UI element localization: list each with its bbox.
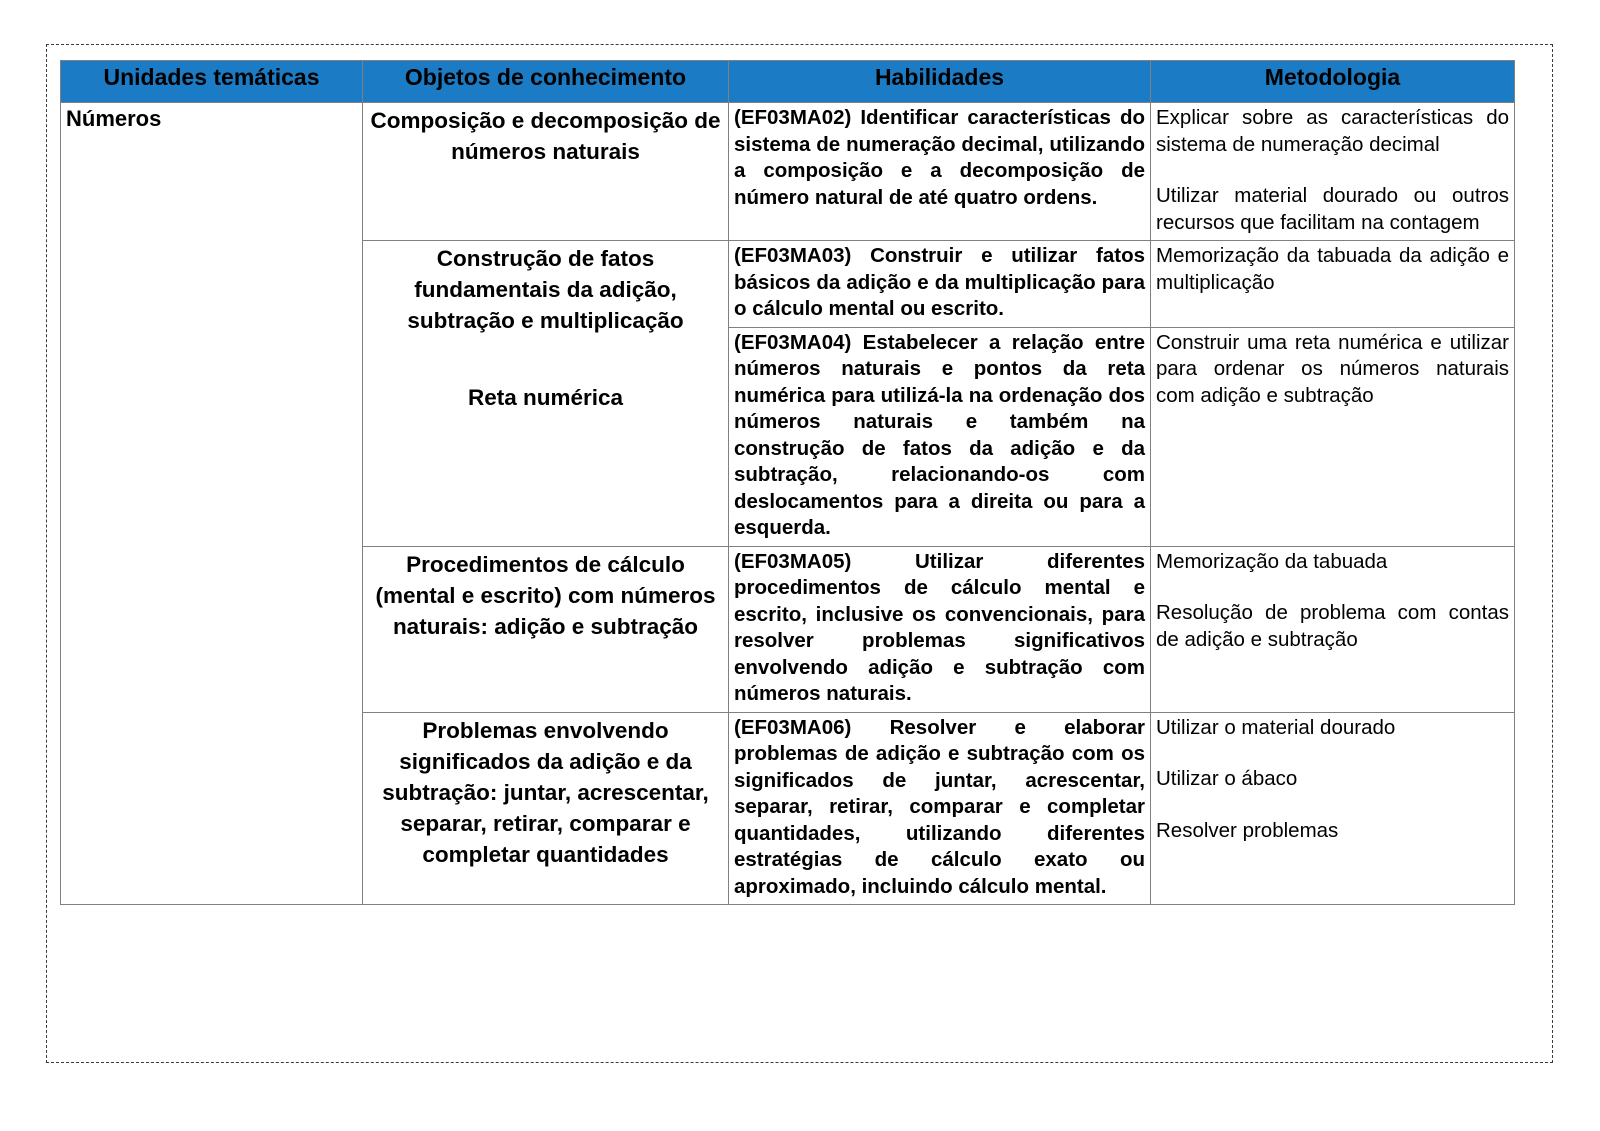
metodologia-item: Utilizar o ábaco xyxy=(1156,767,1298,790)
cell-objeto-conhecimento: Procedimentos de cálculo (mental e escrito) com números naturais: adição e subtração xyxy=(363,546,729,712)
cell-metodologia xyxy=(1151,241,1515,328)
column-header-objetos-de-conhecimento: Objetos de conhecimento xyxy=(363,61,729,103)
cell-metodologia xyxy=(1151,103,1515,241)
cell-objeto-conhecimento: Problemas envolvendo significados da adição e da subtração: juntar, acrescentar, separar, retirar, comparar e completar quantidades xyxy=(363,712,729,905)
cell-metodologia xyxy=(1151,712,1515,905)
table-header xyxy=(61,61,1515,103)
cell-habilidade: (EF03MA03) Construir e utilizar fatos básicos da adição e da multiplicação para o cálculo mental ou escrito. xyxy=(729,241,1151,328)
metodologia-item: Construir uma reta numérica e utilizar para ordenar os números naturais com adição e subtração xyxy=(1156,330,1509,407)
table-body xyxy=(61,103,1515,905)
metodologia-item: Resolver problemas xyxy=(1156,818,1339,842)
column-header-metodologia: Metodologia xyxy=(1151,61,1515,103)
cell-metodologia xyxy=(1151,546,1515,712)
cell-habilidade: (EF03MA06) Resolver e elaborar problemas de adição e subtração com os significados de juntar, acrescentar, separar, retirar, comparar e completar quantidades, utilizando diferentes estratégias de cálculo exato ou aproximado, incluindo cálculo mental. xyxy=(729,712,1151,905)
cell-objeto-conhecimento xyxy=(363,241,729,547)
metodologia-item: Memorização da tabuada da adição e multiplicação xyxy=(1156,244,1509,294)
cell-habilidade: (EF03MA05) Utilizar diferentes procedimentos de cálculo mental e escrito, inclusive os convencionais, para resolver problemas significativos envolvendo adição e subtração com números naturais. xyxy=(729,546,1151,712)
metodologia-item: Utilizar material dourado ou outros recursos que facilitam na contagem xyxy=(1156,184,1509,234)
objeto-line-1: Construção de fatos fundamentais da adição, subtração e multiplicação xyxy=(407,246,684,333)
metodologia-item: Resolução de problema com contas de adição e subtração xyxy=(1156,601,1509,651)
metodologia-item: Utilizar o material dourado xyxy=(1156,715,1396,739)
objeto-line-2: Reta numérica xyxy=(467,385,624,410)
curriculum-table xyxy=(60,60,1515,905)
cell-unidade-tematica: Números xyxy=(61,103,363,905)
cell-habilidade: (EF03MA04) Estabelecer a relação entre números naturais e pontos da reta numérica para utilizá-la na ordenação dos números naturais e também na construção de fatos da adição e da subtração, relacionando-os com deslocamentos para a direita ou para a esquerda. xyxy=(729,327,1151,546)
cell-metodologia xyxy=(1151,327,1515,546)
column-header-habilidades: Habilidades xyxy=(729,61,1151,103)
metodologia-item: Memorização da tabuada xyxy=(1156,549,1388,573)
column-header-unidades-tematicas: Unidades temáticas xyxy=(61,61,363,103)
page-canvas xyxy=(46,44,1553,1063)
cell-objeto-conhecimento: Composição e decomposição de números naturais xyxy=(363,103,729,241)
header-row xyxy=(61,61,1515,103)
table-row xyxy=(61,103,1515,241)
table-container xyxy=(60,60,1514,905)
metodologia-item: Explicar sobre as características do sistema de numeração decimal xyxy=(1156,106,1509,156)
cell-habilidade: (EF03MA02) Identificar características do sistema de numeração decimal, utilizando a composição e a decomposição de número natural de até quatro ordens. xyxy=(729,103,1151,241)
